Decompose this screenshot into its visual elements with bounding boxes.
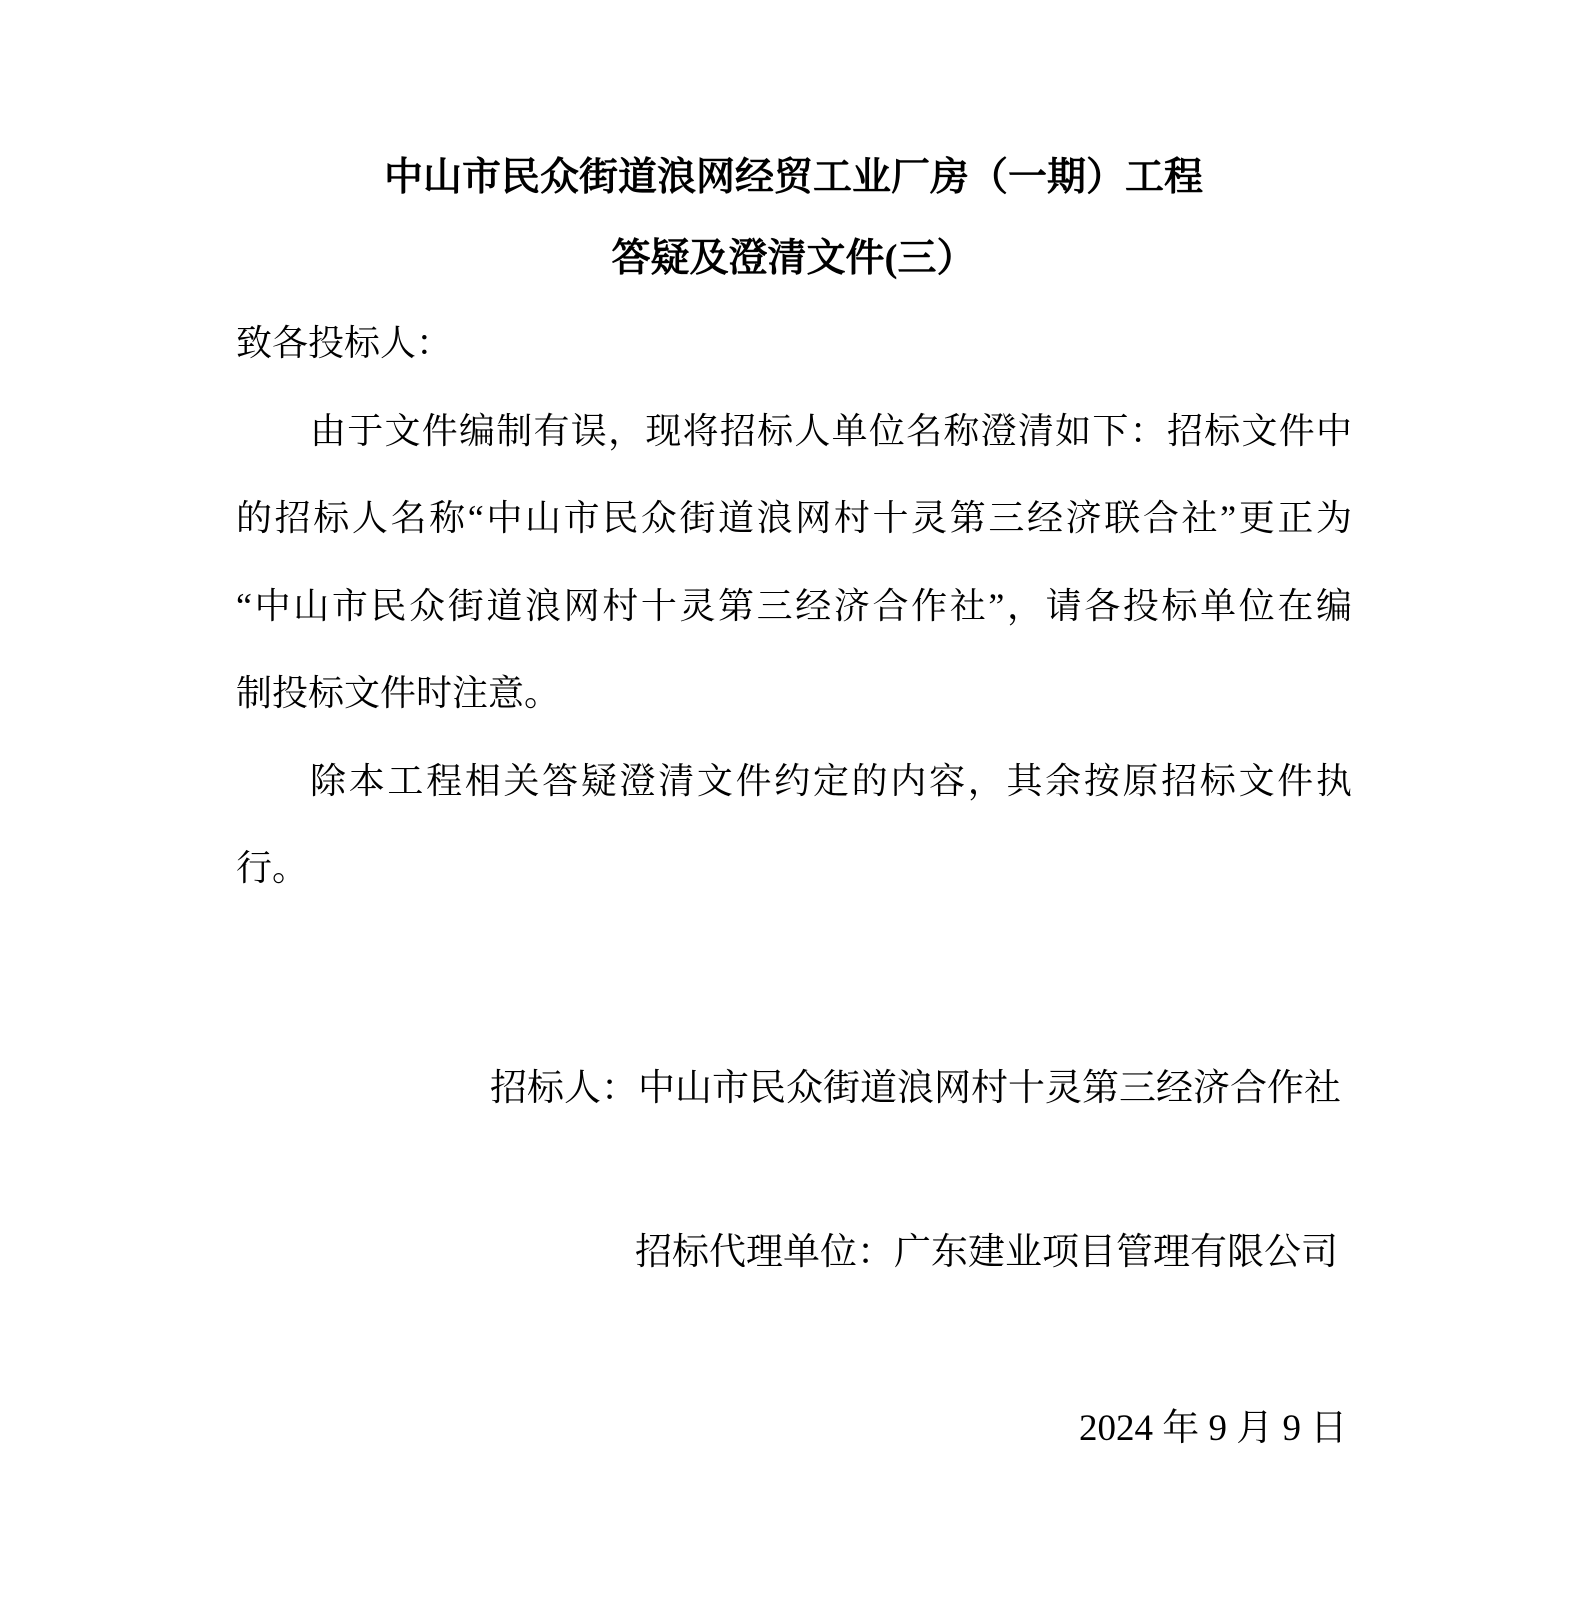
document-title-line2: 答疑及澄清文件(三）: [611, 237, 976, 280]
paragraph1-line4: 制投标文件时注意。: [236, 673, 561, 713]
salutation: 致各投标人：: [236, 323, 453, 363]
paragraph1-line1: 由于文件编制有误，现将招标人单位名称澄清如下：招标文件中: [310, 410, 1352, 451]
document-title-line1: 中山市民众街道浪网经贸工业厂房（一期）工程: [383, 156, 1203, 199]
paragraph2-line1: 除本工程相关答疑澄清文件约定的内容，其余按原招标文件执: [310, 760, 1352, 801]
signature-bidder: 招标人：中山市民众街道浪网村十灵第三经济合作社: [490, 1068, 1341, 1109]
document-body: [236, 300, 1352, 913]
paragraph1-line2: 的招标人名称“中山市民众街道浪网村十灵第三经济联合社”更正为: [236, 498, 1352, 538]
paragraph2-line2: 行。: [236, 848, 309, 888]
paragraph1-line3: “中山市民众街道浪网村十灵第三经济合作社”，请各投标单位在编: [236, 585, 1352, 626]
signature-agency: 招标代理单位：广东建业项目管理有限公司: [635, 1232, 1338, 1273]
document-date: 2024 年 9 月 9 日: [1079, 1408, 1348, 1449]
